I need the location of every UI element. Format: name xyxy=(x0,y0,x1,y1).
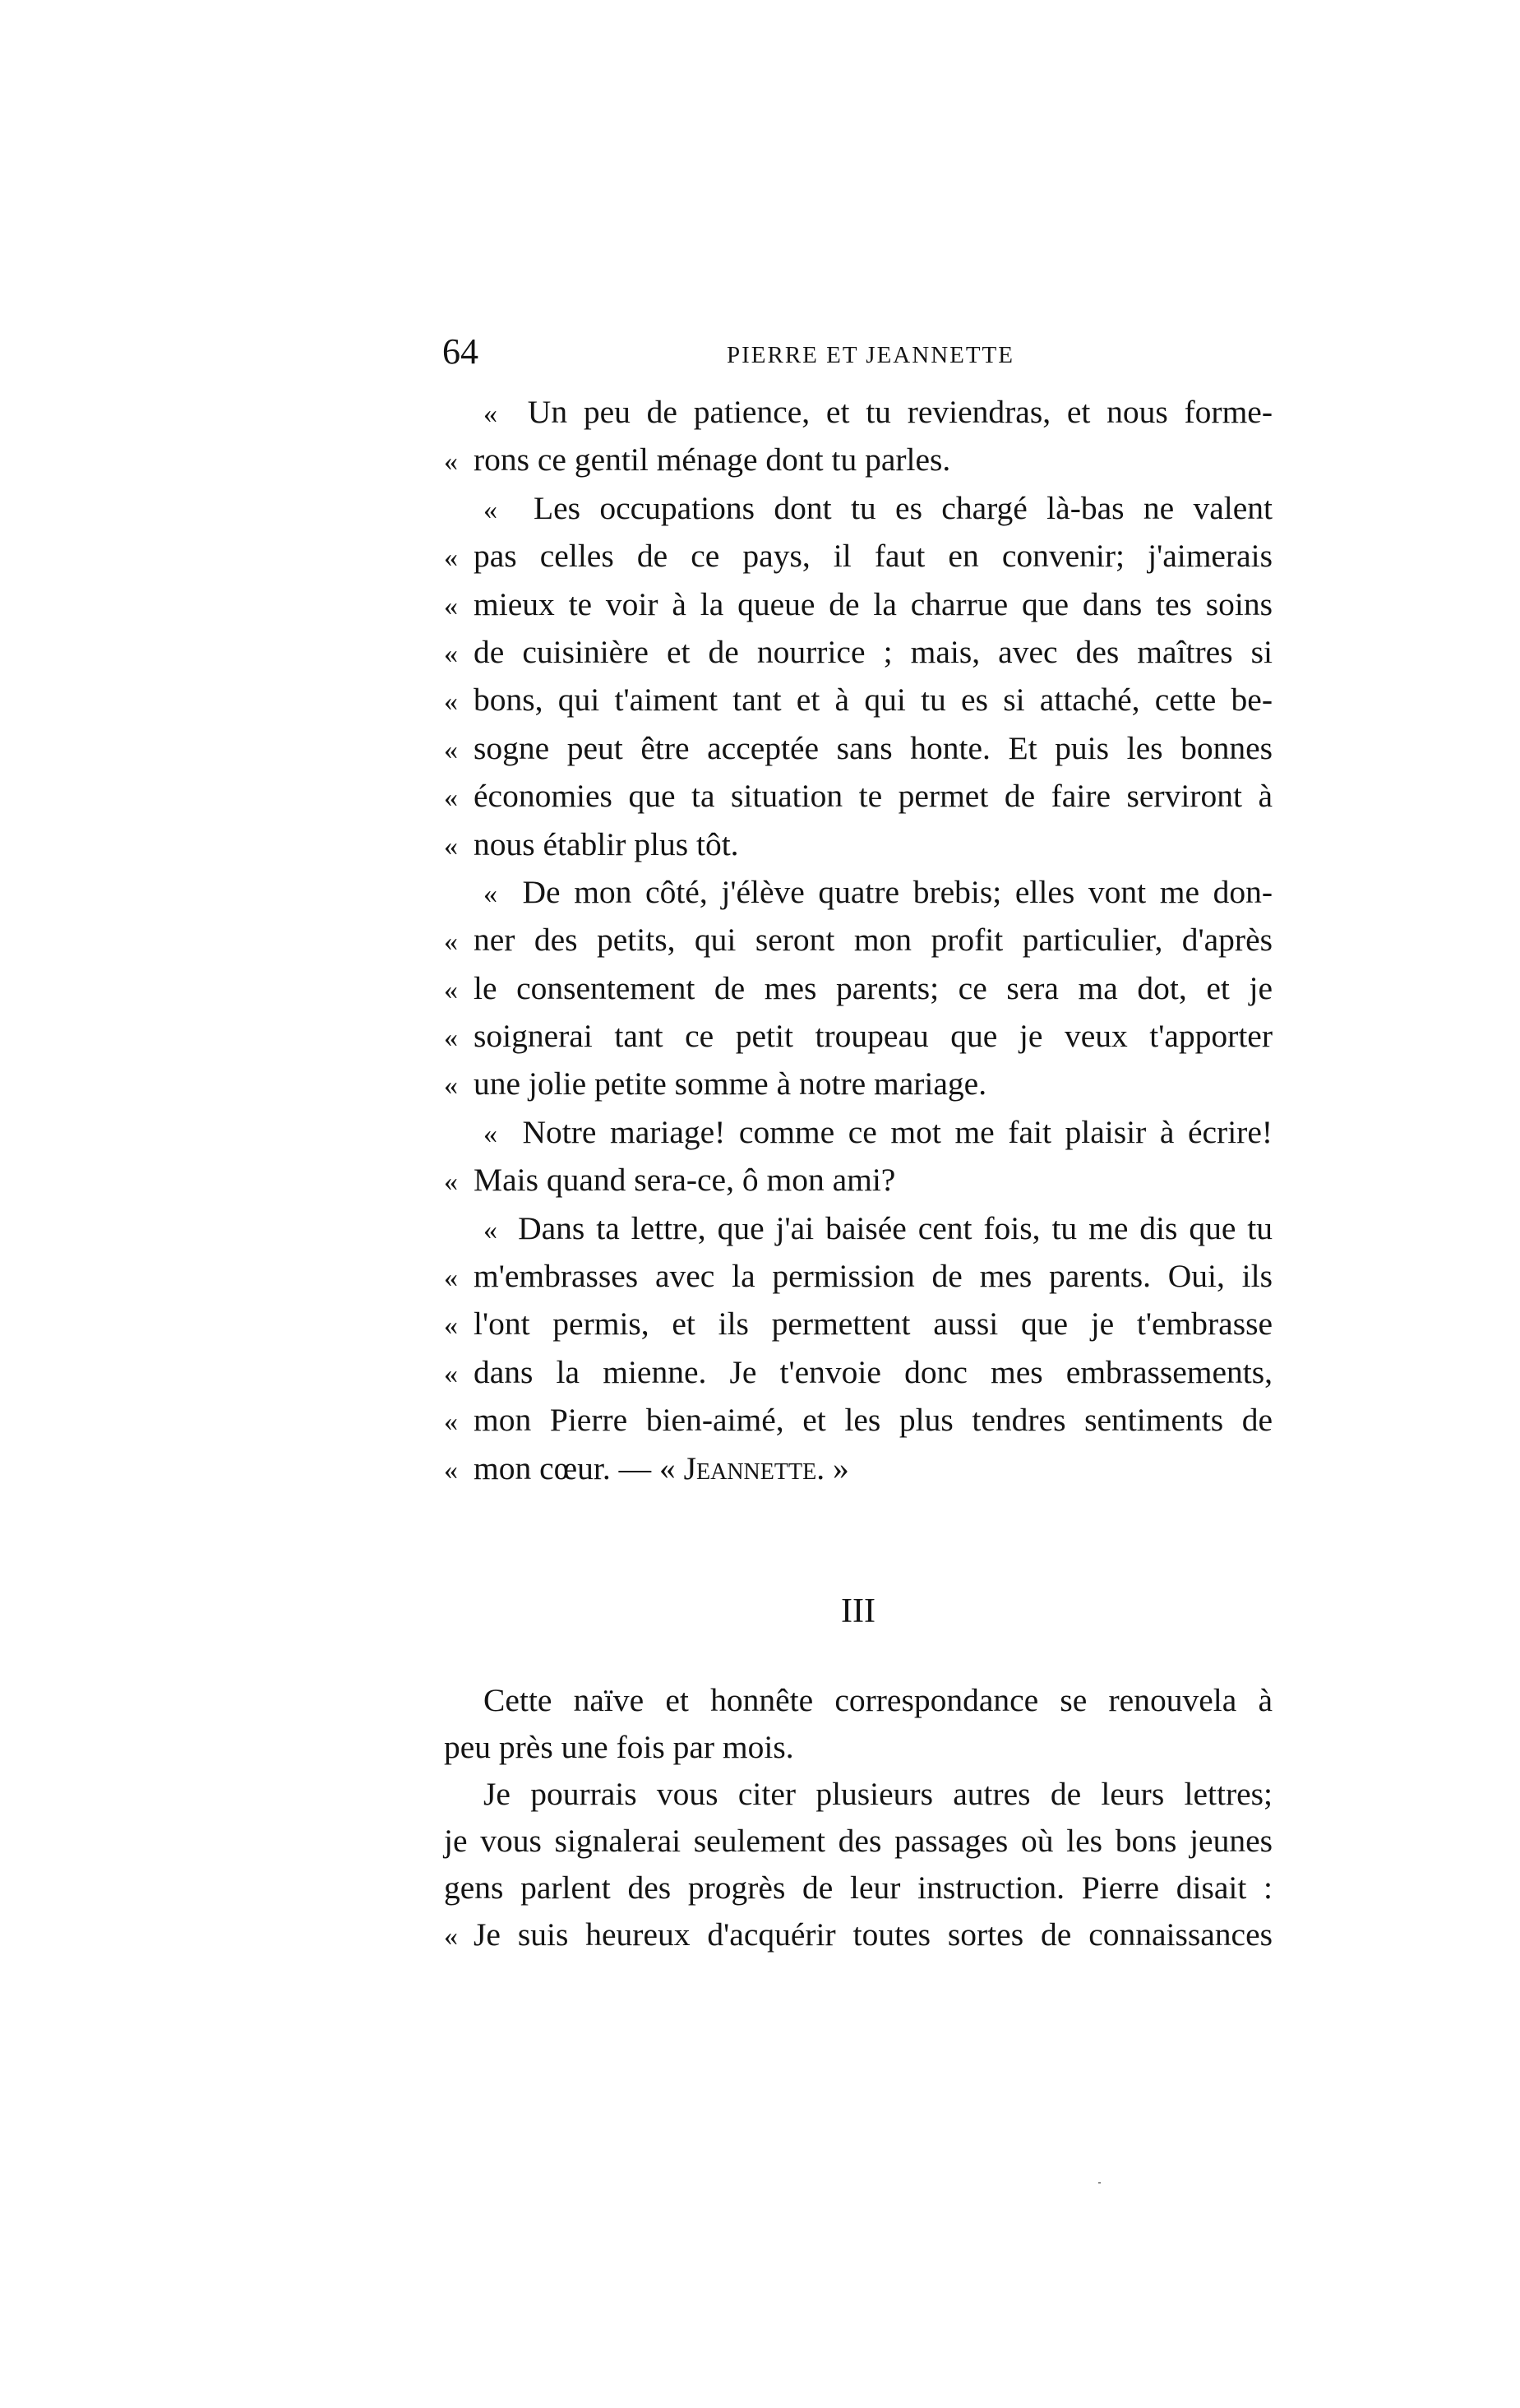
quote-mark: « xyxy=(483,1214,519,1246)
line-text: rons ce gentil ménage dont tu parles. xyxy=(474,441,951,478)
letter-line xyxy=(444,436,1273,483)
quote-mark: « xyxy=(444,638,458,669)
prose-line xyxy=(444,1818,1273,1865)
prose-line xyxy=(444,1771,1273,1818)
narrative-text xyxy=(444,1677,1273,1958)
letter-line xyxy=(444,388,1273,436)
line-text: mieux te voir à la queue de la charrue que dans tes soins xyxy=(474,585,1273,622)
line-text: de cuisinière et de nourrice ; mais, avec des maîtres si xyxy=(474,633,1273,670)
quote-mark: « xyxy=(444,543,458,574)
closing-quote: . » xyxy=(816,1449,849,1486)
line-text: gens parlent des progrès de leur instruction. Pierre disait : xyxy=(444,1870,1273,1906)
section-heading: III xyxy=(841,1592,876,1630)
line-text: bons, qui t'aiment tant et à qui tu es si attaché, cette be- xyxy=(474,682,1273,719)
quote-mark: « xyxy=(444,734,458,765)
line-text: Les occupations dont tu es chargé là-bas ne valent xyxy=(533,489,1273,526)
letter-line xyxy=(444,868,1273,916)
quote-mark: « xyxy=(483,1118,523,1149)
letter-line xyxy=(444,1252,1273,1300)
page-header xyxy=(442,327,1274,377)
quote-mark: « xyxy=(444,1407,458,1438)
letter-line xyxy=(444,1108,1273,1156)
prose-line xyxy=(444,1865,1273,1911)
letter-line xyxy=(444,628,1273,676)
quote-mark: « xyxy=(444,1310,458,1342)
page-number: 64 xyxy=(442,331,478,372)
line-text: une jolie petite somme à notre mariage. xyxy=(474,1065,987,1102)
quote-mark: « xyxy=(444,783,458,814)
letter-line xyxy=(444,1204,1273,1252)
quote-mark: « xyxy=(444,830,458,862)
line-text: sogne peut être acceptée sans honte. Et puis les bonnes xyxy=(474,729,1273,766)
letter-line xyxy=(444,580,1273,628)
quote-mark: « xyxy=(444,927,458,958)
line-text: le consentement de mes parents; ce sera ma dot, et je xyxy=(474,969,1273,1006)
letter-line xyxy=(444,1012,1273,1060)
prose-line xyxy=(444,1911,1273,1958)
letter-line xyxy=(444,484,1273,532)
letter-line xyxy=(444,1348,1273,1396)
line-text: De mon côté, j'élève quatre brebis; elles vont me don- xyxy=(522,873,1273,910)
line-text: Je pourrais vous citer plusieurs autres de leurs lettres; xyxy=(483,1776,1273,1812)
line-text: peu près une fois par mois. xyxy=(444,1729,794,1765)
line-text: Cette naïve et honnête correspondance se renouvela à xyxy=(483,1682,1273,1718)
quote-mark: « xyxy=(444,1263,458,1294)
quote-mark: « xyxy=(444,1167,458,1198)
quote-mark: « xyxy=(444,1358,458,1389)
line-text: pas celles de ce pays, il faut en convenir; j'aimerais xyxy=(474,538,1273,575)
line-text: l'ont permis, et ils permettent aussi que je t'embrasse xyxy=(474,1306,1273,1343)
quote-mark: « xyxy=(444,590,458,622)
quote-mark: « xyxy=(444,1454,458,1486)
running-title: PIERRE ET JEANNETTE xyxy=(727,342,1014,368)
prose-line xyxy=(444,1724,1273,1771)
quote-mark: « xyxy=(444,974,458,1005)
letter-line xyxy=(444,1300,1273,1347)
letter-line xyxy=(444,1060,1273,1107)
line-text: je vous signalerai seulement des passages où les bons jeunes xyxy=(444,1823,1273,1859)
quote-mark: « xyxy=(444,686,458,718)
line-text: Notre mariage! comme ce mot me fait plaisir à écrire! xyxy=(522,1113,1273,1150)
line-text: Un peu de patience, et tu reviendras, et nous forme- xyxy=(527,394,1273,430)
letter-line xyxy=(444,1396,1273,1444)
letter-line xyxy=(444,1444,1273,1492)
letter-line xyxy=(444,676,1273,723)
line-text: nous établir plus tôt. xyxy=(474,825,739,862)
line-text: économies que ta situation te permet de faire serviront à xyxy=(474,778,1273,815)
letter-line xyxy=(444,820,1273,868)
quote-mark: « xyxy=(483,399,528,429)
letter-line xyxy=(444,964,1273,1012)
line-text: dans la mienne. Je t'envoie donc mes embrassements, xyxy=(474,1353,1273,1390)
line-text: ner des petits, qui seront mon profit particulier, d'après xyxy=(474,922,1273,959)
line-text: mon cœur. — « xyxy=(474,1449,684,1486)
letter-line xyxy=(444,1156,1273,1204)
line-text: Mais quand sera-ce, ô mon ami? xyxy=(474,1162,896,1199)
quote-mark: « xyxy=(444,1070,458,1102)
print-speck xyxy=(1098,2182,1101,2184)
line-text: Dans ta lettre, que j'ai baisée cent fois, tu me dis que tu xyxy=(518,1209,1273,1246)
letter-line xyxy=(444,724,1273,772)
letter-text xyxy=(444,388,1273,1492)
quote-mark: « xyxy=(444,1023,458,1054)
line-text: mon Pierre bien-aimé, et les plus tendres sentiments de xyxy=(474,1402,1273,1439)
quote-mark: « xyxy=(483,878,523,909)
quote-mark: « xyxy=(444,446,458,478)
quote-mark: « xyxy=(444,1921,458,1952)
line-text: Je suis heureux d'acquérir toutes sortes de connaissances xyxy=(474,1916,1273,1953)
letter-line xyxy=(444,532,1273,580)
signature: Jeannette xyxy=(683,1449,817,1486)
line-text: m'embrasses avec la permission de mes parents. Oui, ils xyxy=(474,1258,1273,1295)
line-text: soignerai tant ce petit troupeau que je veux t'apporter xyxy=(474,1018,1273,1055)
prose-line xyxy=(444,1677,1273,1724)
letter-line xyxy=(444,772,1273,820)
quote-mark: « xyxy=(483,494,534,525)
letter-line xyxy=(444,916,1273,964)
